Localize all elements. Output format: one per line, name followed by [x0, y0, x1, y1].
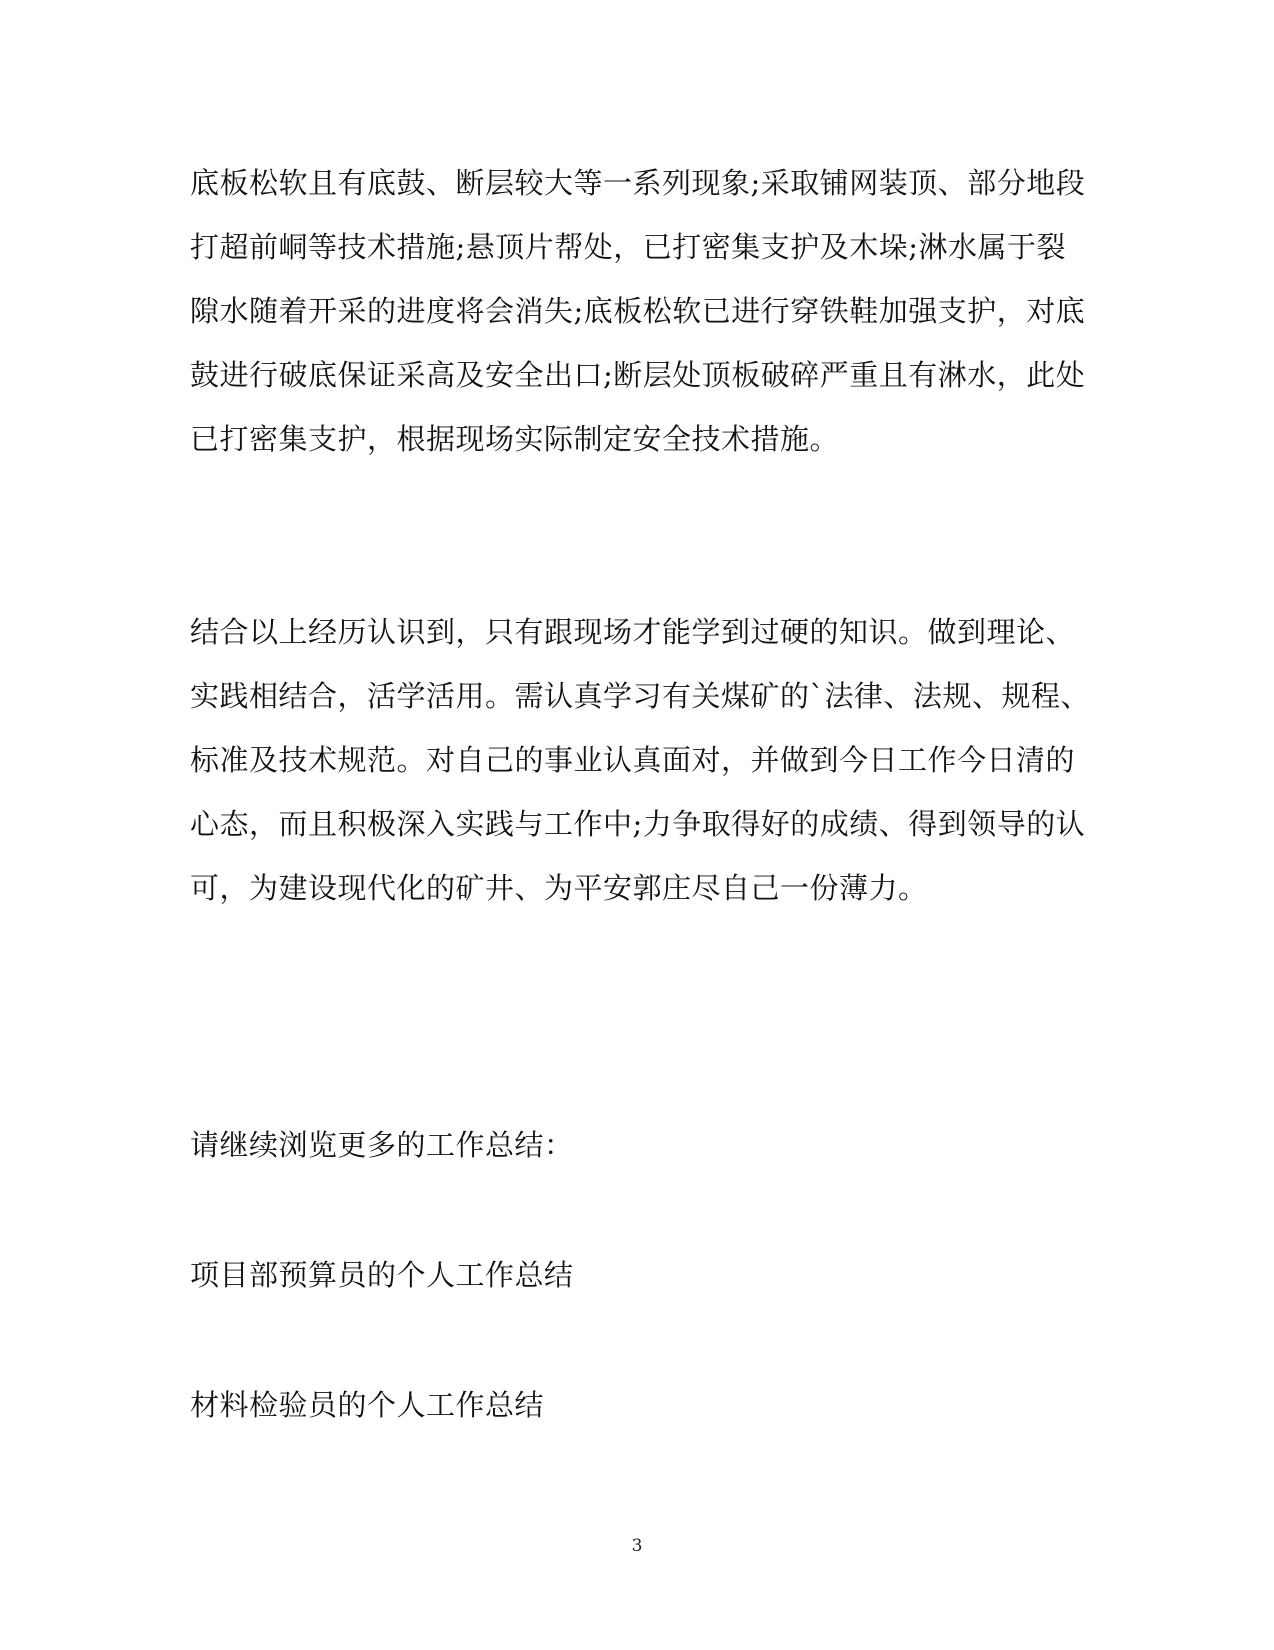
- paragraph2-line-4: 心态，而且积极深入实践与工作中;力争取得好的成绩、得到领导的认: [190, 807, 1086, 841]
- related-summary-link-1[interactable]: 项目部预算员的个人工作总结: [190, 1258, 574, 1292]
- paragraph1-line-5: 已打密集支护，根据现场实际制定安全技术措施。: [190, 422, 840, 456]
- paragraph2-line-5: 可，为建设现代化的矿井、为平安郭庄尽自己一份薄力。: [190, 871, 928, 905]
- paragraph2-line-3: 标准及技术规范。对自己的事业认真面对，并做到今日工作今日清的: [190, 743, 1076, 777]
- related-summary-link-2[interactable]: 材料检验员的个人工作总结: [190, 1388, 545, 1422]
- paragraph1-line-4: 鼓进行破底保证采高及安全出口;断层处顶板破碎严重且有淋水，此处: [190, 358, 1086, 392]
- paragraph1-line-2: 打超前峒等技术措施;悬顶片帮处，已打密集支护及木垛;淋水属于裂: [190, 230, 1067, 264]
- paragraph2-line-2: 实践相结合，活学活用。需认真学习有关煤矿的`法律、法规、规程、: [190, 679, 1091, 713]
- paragraph2-line-1: 结合以上经历认识到，只有跟现场才能学到过硬的知识。做到理论、: [190, 615, 1076, 649]
- paragraph1-line-1: 底板松软且有底鼓、断层较大等一系列现象;采取铺网装顶、部分地段: [190, 166, 1086, 200]
- more-prompt: 请继续浏览更多的工作总结：: [190, 1128, 574, 1162]
- page-number: 3: [631, 1536, 643, 1556]
- paragraph1-line-3: 隙水随着开采的进度将会消失;底板松软已进行穿铁鞋加强支护，对底: [190, 294, 1086, 328]
